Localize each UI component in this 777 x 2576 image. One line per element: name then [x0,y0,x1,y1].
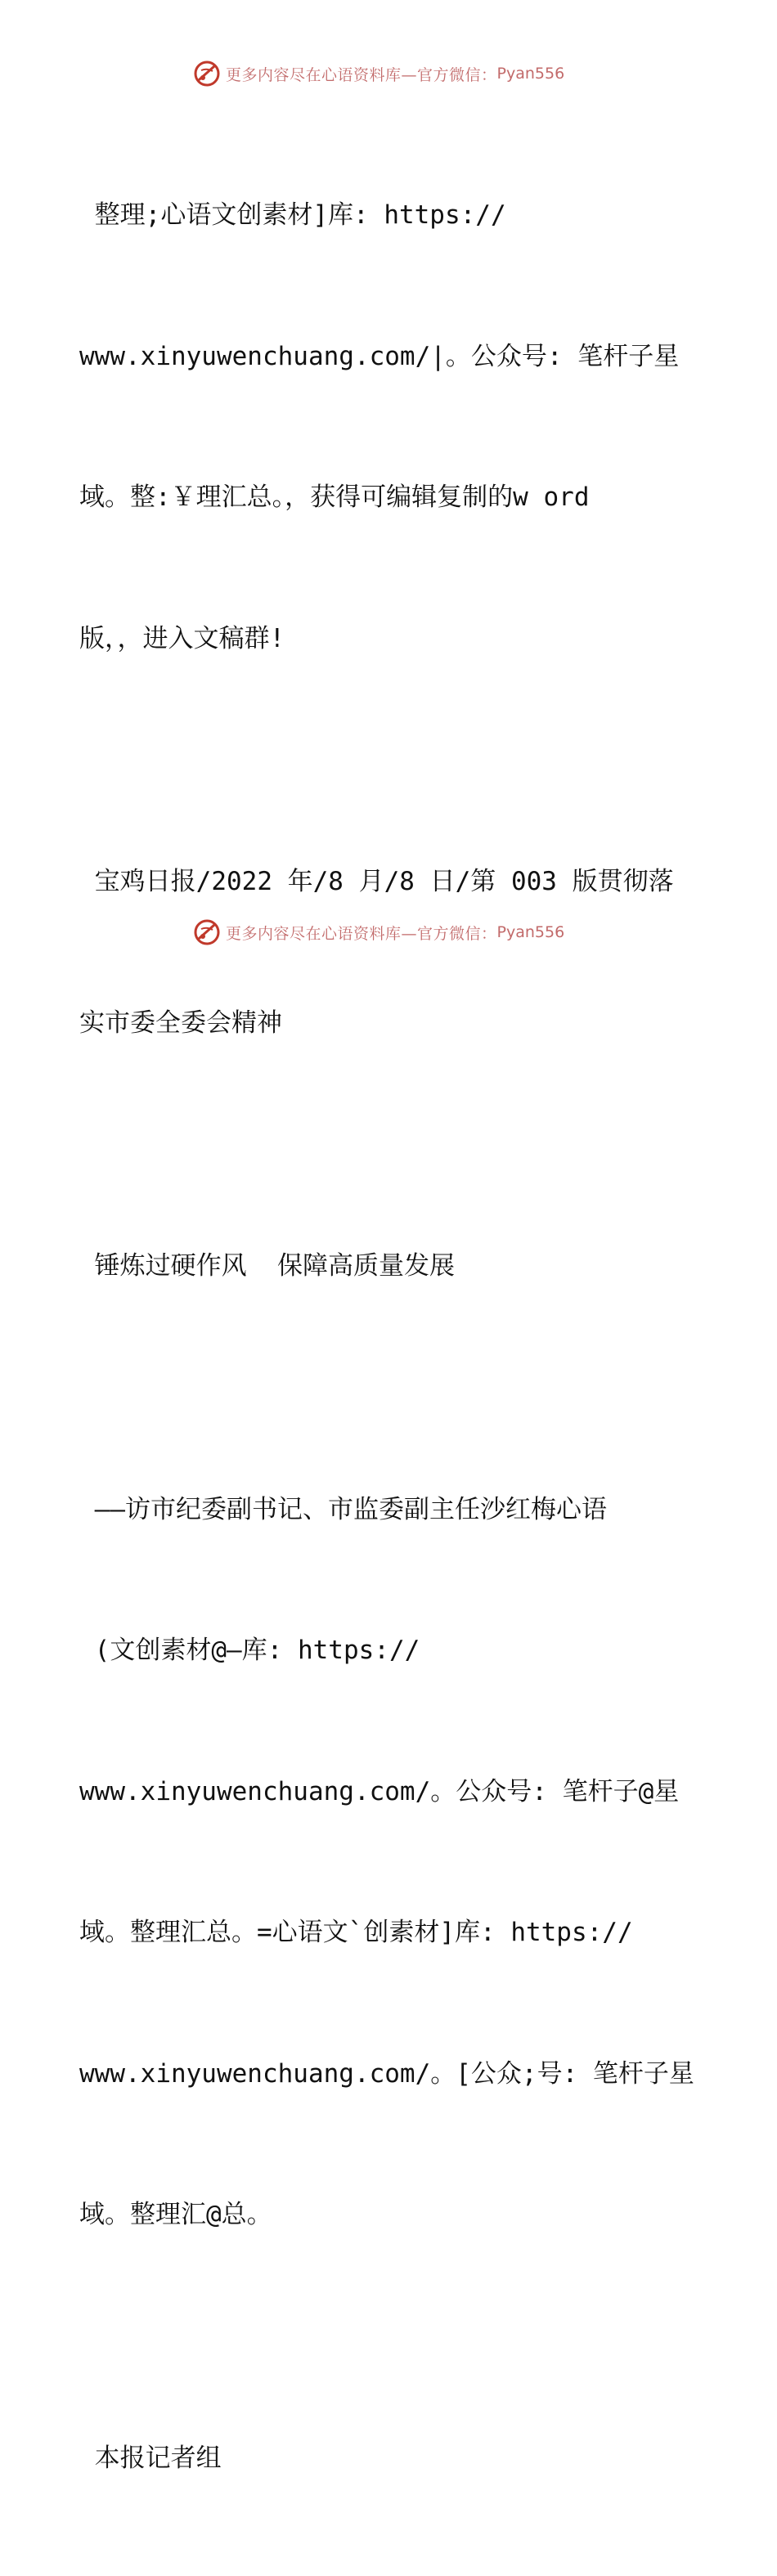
intro-paragraph [79,98,701,756]
text-line: ——访市纪委副书记、市监委副主任沙红梅心语 [79,1487,701,1534]
brush-logo-icon [193,60,221,88]
text-line: 域。整理汇总。=心语文`创素材]库: https:// [79,1910,701,1957]
banner-wechat-id: Pyan556 [497,923,565,941]
headline-text: 锤炼过硬作风 保障高质量发展 [79,1243,701,1290]
dateline-paragraph [79,765,701,1141]
byline [79,2341,701,2576]
footer-banner [193,918,564,947]
text-line: (文创素材@—库: https:// [79,1627,701,1675]
banner-wechat-id: Pyan556 [497,65,565,83]
article-headline [79,1149,701,1384]
subhead-paragraph [79,1393,701,2333]
document-body [79,98,701,2576]
text-line: 宝鸡日报/2022 年/8 月/8 日/第 003 版贯彻落 [79,859,701,906]
brush-logo-icon [193,918,221,946]
text-line: 域。整理汇@总。 [79,2192,701,2239]
byline-text: 本报记者组 [79,2435,701,2483]
text-line: 版，，进入文稿群! [79,616,701,663]
header-banner [193,59,564,88]
text-line: www.xinyuwenchuang.com/。公众号: 笔杆子@星 [79,1769,701,1816]
text-line: www.xinyuwenchuang.com/。[公众;号: 笔杆子星 [79,2051,701,2098]
banner-text: 更多内容尽在心语资料库—官方微信： [226,63,497,85]
text-line: 域。整:￥理汇总。，获得可编辑复制的w ord [79,474,701,522]
banner-text: 更多内容尽在心语资料库—官方微信： [226,922,497,944]
text-line: 实市委全委会精神 [79,1000,701,1048]
text-line: www.xinyuwenchuang.com/|。公众号: 笔杆子星 [79,334,701,381]
text-line: 整理;心语文创素材]库: https:// [79,192,701,240]
